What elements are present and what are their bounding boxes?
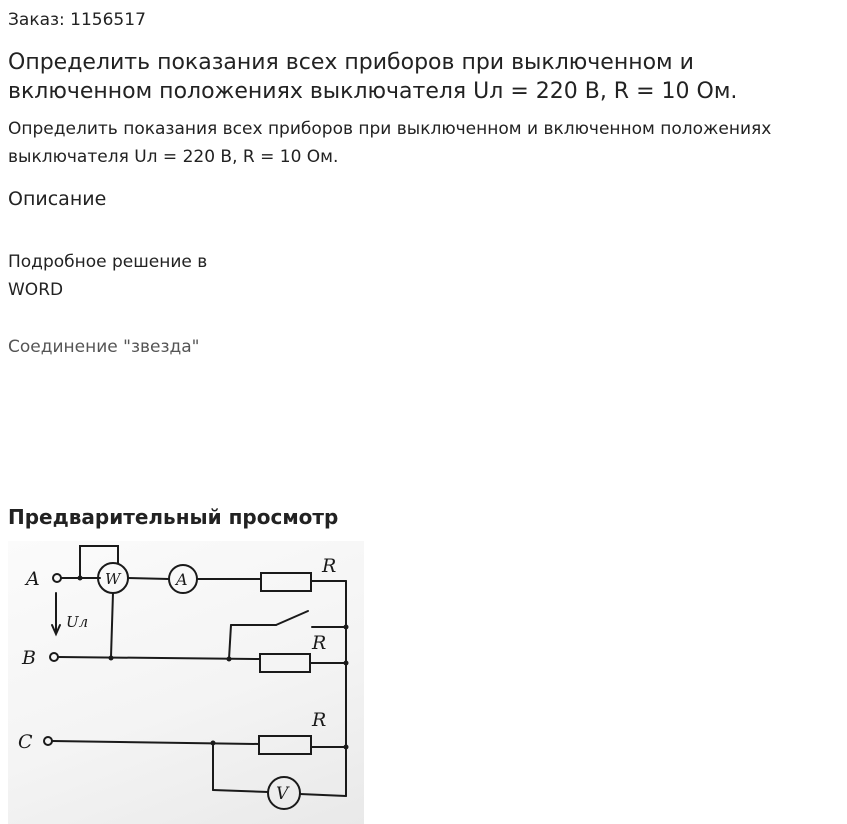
resistor-c — [259, 736, 311, 754]
preview-heading: Предварительный просмотр — [8, 505, 339, 529]
circuit-diagram — [8, 541, 364, 824]
label-resistor-c: R — [312, 709, 327, 731]
resistor-b — [260, 654, 310, 672]
terminal-c — [44, 737, 52, 745]
page-title: Определить показания всех приборов при выключенном и включенном положениях выключателя Uл = 220 В, R = 10 Ом. — [8, 50, 738, 104]
solution-format-text: Подробное решение в WORD — [8, 252, 208, 300]
label-voltmeter: V — [276, 784, 289, 804]
terminal-b — [50, 653, 58, 661]
task-description: Определить показания всех приборов при выключенном и включенном положениях выключателя Uл = 220 В, R = 10 Ом. — [8, 119, 772, 167]
resistor-a — [261, 573, 311, 591]
switch-blade — [276, 611, 308, 625]
label-node-a: A — [26, 568, 40, 590]
label-resistor-a: R — [322, 555, 337, 577]
terminal-a — [53, 574, 61, 582]
connection-type-text: Соединение "звезда" — [8, 337, 200, 357]
label-ammeter: A — [176, 570, 188, 589]
order-number: Заказ: 1156517 — [8, 10, 146, 30]
label-resistor-b: R — [312, 632, 327, 654]
description-section-label: Описание — [8, 188, 107, 210]
label-wattmeter: W — [105, 570, 121, 588]
label-node-b: B — [22, 647, 36, 669]
label-node-c: C — [18, 731, 33, 753]
label-voltage: Uл — [66, 613, 89, 631]
circuit-preview-image — [8, 541, 364, 824]
